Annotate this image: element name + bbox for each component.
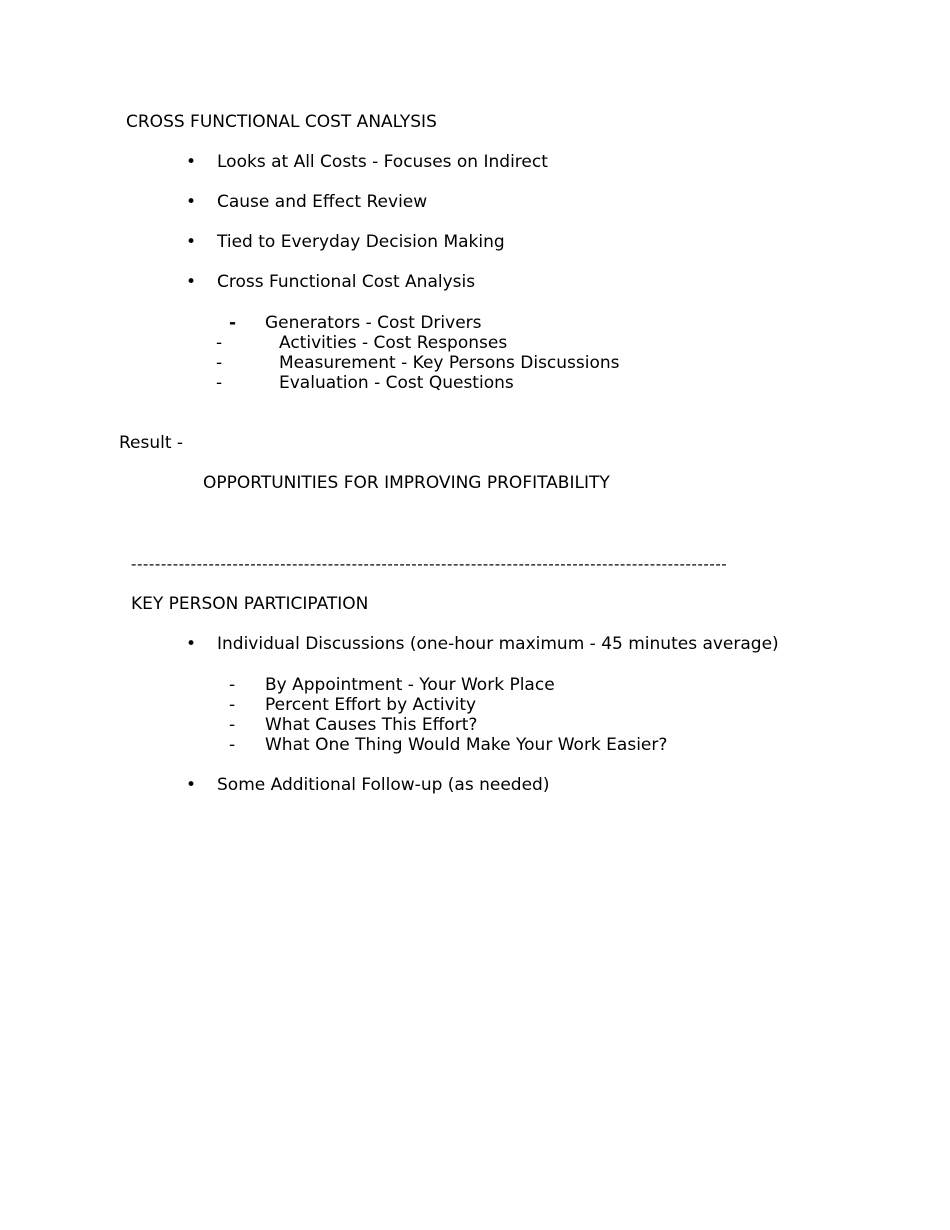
dash-marker: -	[229, 695, 236, 715]
dash-marker: -	[229, 715, 236, 735]
sub-list-item: By Appointment - Your Work Place	[265, 675, 555, 695]
list-item: Individual Discussions (one-hour maximum - 45 minutes average)	[217, 634, 779, 654]
dash-marker: -	[216, 373, 223, 393]
sub-list-item: Activities - Cost Responses	[279, 333, 508, 353]
result-text: OPPORTUNITIES FOR IMPROVING PROFITABILITY	[203, 473, 610, 493]
section-heading-cost-analysis: CROSS FUNCTIONAL COST ANALYSIS	[126, 112, 437, 132]
dash-marker: -	[229, 735, 236, 755]
list-item: Cause and Effect Review	[217, 192, 428, 212]
dash-marker: -	[216, 353, 223, 373]
bullet-icon: •	[185, 192, 197, 212]
bullet-icon: •	[185, 775, 197, 795]
dash-marker: -	[229, 675, 236, 695]
result-label: Result -	[119, 433, 184, 453]
sub-list-item: Percent Effort by Activity	[265, 695, 477, 715]
bullet-icon: •	[185, 152, 197, 172]
bullet-icon: •	[185, 232, 197, 252]
list-item: Tied to Everyday Decision Making	[217, 232, 505, 252]
list-item: Cross Functional Cost Analysis	[217, 272, 476, 292]
sub-list-item: Generators - Cost Drivers	[265, 313, 482, 333]
section-heading-key-person: KEY PERSON PARTICIPATION	[131, 594, 369, 614]
sub-list-item: Measurement - Key Persons Discussions	[279, 353, 620, 373]
bullet-icon: •	[185, 634, 197, 654]
dashed-divider: ----------------------------------------------------------------------------------------------------	[131, 555, 728, 573]
sub-list-item: Evaluation - Cost Questions	[279, 373, 514, 393]
dash-marker: -	[229, 313, 237, 333]
sub-list-item: What Causes This Effort?	[265, 715, 478, 735]
dash-marker: -	[216, 333, 223, 353]
list-item: Looks at All Costs - Focuses on Indirect	[217, 152, 548, 172]
sub-list-item: What One Thing Would Make Your Work Easier?	[265, 735, 668, 755]
list-item: Some Additional Follow-up (as needed)	[217, 775, 550, 795]
bullet-icon: •	[185, 272, 197, 292]
